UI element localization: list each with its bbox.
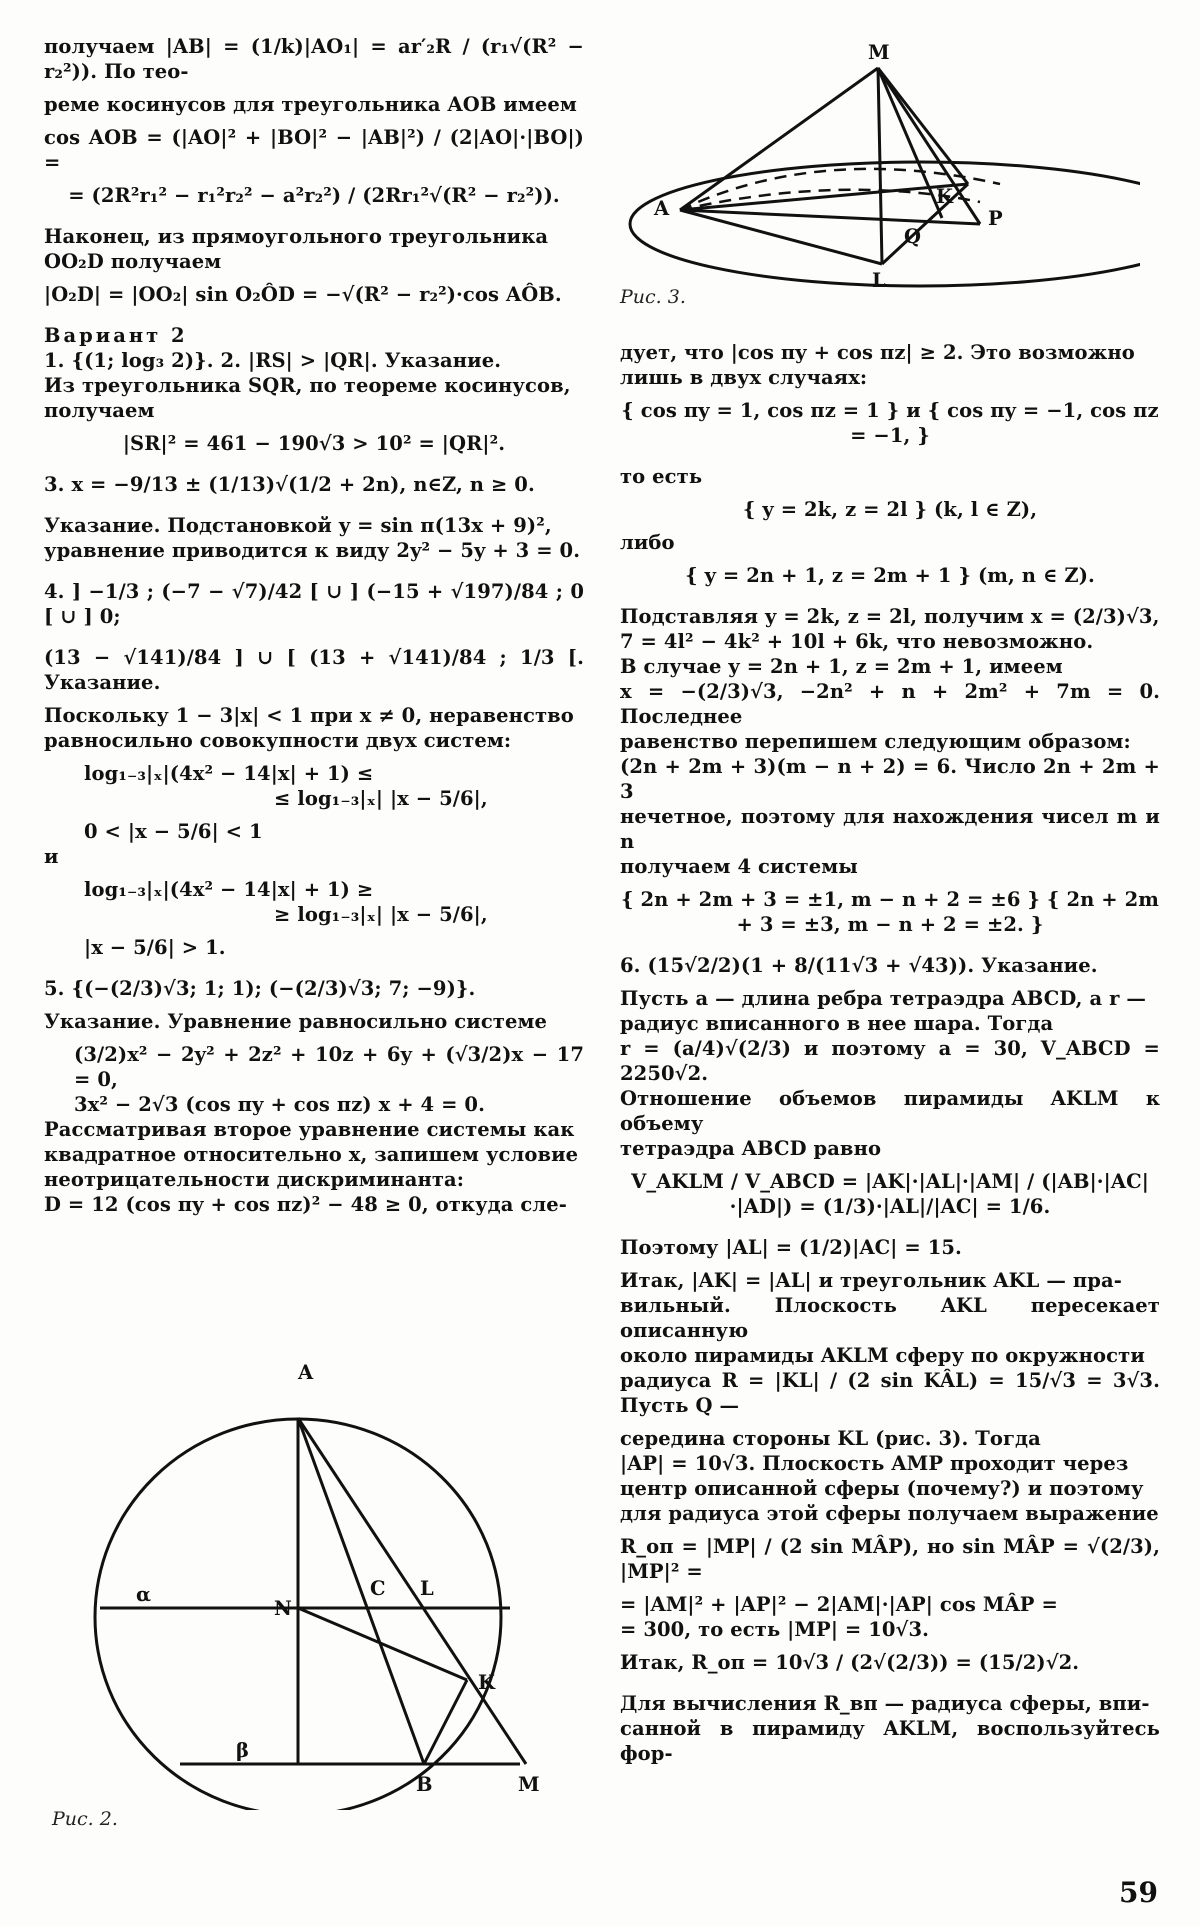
text-line: равносильно совокупности двух систем: xyxy=(44,729,512,752)
left-column xyxy=(44,34,584,1217)
formula-line: (3/2)x² − 2y² + 2z² + 10z + 6y + (√3/2)x − 17 = 0, xyxy=(74,1043,584,1091)
formula-line: 6. (15√2/2)(1 + 8/(11√3 + √43)). Указание. xyxy=(620,954,1098,977)
text-line: неотрицательности дискриминанта: xyxy=(44,1168,465,1191)
formula-line: log₁₋₃|ₓ|(4x² − 14|x| + 1) ≥ xyxy=(84,878,374,901)
formula-line: V_AKLM / V_ABCD = |AK|·|AL|·|AM| / (|AB|·|AC|·|AD|) = (1/3)·|AL|/|AC| = 1/6. xyxy=(631,1170,1149,1218)
text-line: Подставляя y = 2k, z = 2l, получим x = (2/3)√3, xyxy=(620,605,1160,628)
figure-label: B xyxy=(416,1773,433,1796)
text-line: Пусть a — длина ребра тетраэдра ABCD, а r — xyxy=(620,987,1146,1010)
text-line: лишь в двух случаях: xyxy=(620,366,868,389)
formula-line: |SR|² = 461 − 190√3 > 10² = |QR|². xyxy=(122,432,506,455)
formula-line: (13 − √141)/84 ] ∪ [ (13 + √141)/84 ; 1/3 [. Указание. xyxy=(44,646,584,694)
text-line: D = 12 (cos πy + cos πz)² − 48 ≥ 0, откуда сле- xyxy=(44,1193,567,1216)
figure-label: M xyxy=(518,1773,540,1796)
figure-label: C xyxy=(370,1577,386,1600)
formula-line: { 2n + 2m + 3 = ±1, m − n + 2 = ±6 } { 2n + 2m + 3 = ±3, m − n + 2 = ±2. } xyxy=(620,888,1160,936)
text-line: нечетное, поэтому для нахождения чисел m и n xyxy=(620,805,1160,853)
figure-caption: Рис. 3. xyxy=(620,286,686,308)
text-line: то есть xyxy=(620,465,703,488)
formula-line: log₁₋₃|ₓ|(4x² − 14|x| + 1) ≤ xyxy=(84,762,374,785)
text-line: |AP| = 10√3. Плоскость AMP проходит через xyxy=(620,1452,1129,1475)
text-line: Отношение объемов пирамиды AKLM к объему xyxy=(620,1087,1160,1135)
formula-line: ≤ log₁₋₃|ₓ| |x − 5/6|, xyxy=(274,787,488,810)
formula-line: { cos πy = 1, cos πz = 1 } и { cos πy = −1, cos πz = −1, } xyxy=(621,399,1159,447)
text-line: получаем 4 системы xyxy=(620,855,858,878)
figure-3 xyxy=(620,34,1140,324)
text-line: x = −(2/3)√3, −2n² + n + 2m² + 7m = 0. Последнее xyxy=(620,680,1160,728)
right-column xyxy=(620,340,1160,1766)
figure-label: K xyxy=(936,185,954,208)
text-line: получаем |AB| = (1/k)|AO₁| = ar′₂R / (r₁√(R² − r₂²)). По тео- xyxy=(44,35,584,83)
text-line: и xyxy=(44,845,59,868)
figure-label: P xyxy=(988,207,1003,230)
formula-line: 3. x = −9/13 ± (1/13)√(1/2 + 2n), n∈Z, n ≥ 0. xyxy=(44,473,535,496)
formula-line: = (2R²r₁² − r₁²r₂² − a²r₂²) / (2Rr₁²√(R² − r₂²)). xyxy=(68,184,560,207)
text-line: Наконец, из прямоугольного треугольника xyxy=(44,225,549,248)
text-line: 1. {(1; log₃ 2)}. 2. |RS| > |QR|. Указание. xyxy=(44,349,502,372)
text-line: получаем xyxy=(44,399,155,422)
figure-3-drawing xyxy=(620,34,1140,304)
formula-line: ≥ log₁₋₃|ₓ| |x − 5/6|, xyxy=(274,903,488,926)
figure-label: M xyxy=(868,41,890,64)
text-line: реме косинусов для треугольника AOB имеем xyxy=(44,93,577,116)
figure-label: β xyxy=(236,1739,250,1762)
text-line: Указание. Подстановкой y = sin π(13x + 9)², xyxy=(44,514,552,537)
text-line: дует, что |cos πy + cos πz| ≥ 2. Это возможно xyxy=(620,341,1135,364)
text-line: около пирамиды AKLM сферу по окружности xyxy=(620,1344,1145,1367)
formula-line: = 300, то есть |MP| = 10√3. xyxy=(620,1618,930,1641)
text-line: тетраэдра ABCD равно xyxy=(620,1137,882,1160)
text-line: вильный. Плоскость AKL пересекает описанную xyxy=(620,1294,1160,1342)
formula-line: cos AOB = (|AO|² + |BO|² − |AB|²) / (2|AO|·|BO|) = xyxy=(44,126,584,174)
text-line: 7 = 4l² − 4k² + 10l + 6k, что невозможно. xyxy=(620,630,1094,653)
section-heading: Вариант 2 xyxy=(44,324,188,347)
figure-label: N xyxy=(274,1597,292,1620)
text-line: Рассматривая второе уравнение системы как xyxy=(44,1118,575,1141)
formula-line: радиуса R = |KL| / (2 sin KÂL) = 15/√3 = 3√3. Пусть Q — xyxy=(620,1369,1160,1417)
formula-line: { y = 2k, z = 2l } (k, l ∈ Z), xyxy=(742,498,1038,521)
formula-line: { y = 2n + 1, z = 2m + 1 } (m, n ∈ Z). xyxy=(685,564,1095,587)
formula-line: |x − 5/6| > 1. xyxy=(84,936,226,959)
formula-line: Поэтому |AL| = (1/2)|AC| = 15. xyxy=(620,1236,962,1259)
text-line: равенство перепишем следующим образом: xyxy=(620,730,1131,753)
text-line: (2n + 2m + 3)(m − n + 2) = 6. Число 2n + 2m + 3 xyxy=(620,755,1160,803)
figure-label: A xyxy=(298,1361,314,1384)
text-line: для радиуса этой сферы получаем выражение xyxy=(620,1502,1159,1525)
text-line: центр описанной сферы (почему?) и поэтому xyxy=(620,1477,1144,1500)
formula-line: Итак, R_оп = 10√3 / (2√(2/3)) = (15/2)√2. xyxy=(620,1651,1080,1674)
formula-line: |O₂D| = |OO₂| sin O₂ÔD = −√(R² − r₂²)·cos AÔB. xyxy=(44,283,562,306)
formula-line: 0 < |x − 5/6| < 1 xyxy=(84,820,263,843)
text-line: Итак, |AK| = |AL| и треугольник AKL — пра- xyxy=(620,1269,1122,1292)
figure-2-drawing xyxy=(40,1370,600,1810)
figure-label: A xyxy=(654,197,670,220)
formula-line: 4. ] −1/3 ; (−7 − √7)/42 [ ∪ ] (−15 + √197)/84 ; 0 [ ∪ ] 0; xyxy=(44,580,584,628)
text-line: Указание. Уравнение равносильно системе xyxy=(44,1010,548,1033)
text-line: уравнение приводится к виду 2y² − 5y + 3 = 0. xyxy=(44,539,581,562)
text-line: В случае y = 2n + 1, z = 2m + 1, имеем xyxy=(620,655,1063,678)
page-number: 59 xyxy=(1119,1876,1158,1909)
text-line: Из треугольника SQR, по теореме косинусов, xyxy=(44,374,571,397)
text-line: либо xyxy=(620,531,675,554)
text-line: квадратное относительно x, запишем условие xyxy=(44,1143,579,1166)
formula-line: R_оп = |MP| / (2 sin MÂP), но sin MÂP = √(2/3), |MP|² = xyxy=(620,1535,1160,1583)
figure-2 xyxy=(40,1361,600,1830)
text-line: радиус вписанного в нее шара. Тогда xyxy=(620,1012,1054,1035)
text-line: OO₂D получаем xyxy=(44,250,222,273)
formula-line: 5. {(−(2/3)√3; 1; 1); (−(2/3)√3; 7; −9)}. xyxy=(44,977,476,1000)
figure-label: L xyxy=(420,1577,434,1600)
figure-label: L xyxy=(872,269,886,292)
text-line: Для вычисления R_вп — радиуса сферы, впи- xyxy=(620,1692,1150,1715)
figure-caption: Рис. 2. xyxy=(52,1808,118,1830)
formula-line: 3x² − 2√3 (cos πy + cos πz) x + 4 = 0. xyxy=(74,1093,485,1116)
formula-line: = |AM|² + |AP|² − 2|AM|·|AP| cos MÂP = xyxy=(620,1593,1058,1616)
figure-label: Q xyxy=(904,225,922,248)
figure-label: K xyxy=(478,1671,496,1694)
text-line: середина стороны KL (рис. 3). Тогда xyxy=(620,1427,1041,1450)
formula-line: r = (a/4)√(2/3) и поэтому a = 30, V_ABCD = 2250√2. xyxy=(620,1037,1160,1085)
text-line: Поскольку 1 − 3|x| < 1 при x ≠ 0, неравенство xyxy=(44,704,574,727)
figure-label: α xyxy=(136,1583,152,1606)
text-line: санной в пирамиду AKLM, воспользуйтесь фор- xyxy=(620,1717,1160,1765)
